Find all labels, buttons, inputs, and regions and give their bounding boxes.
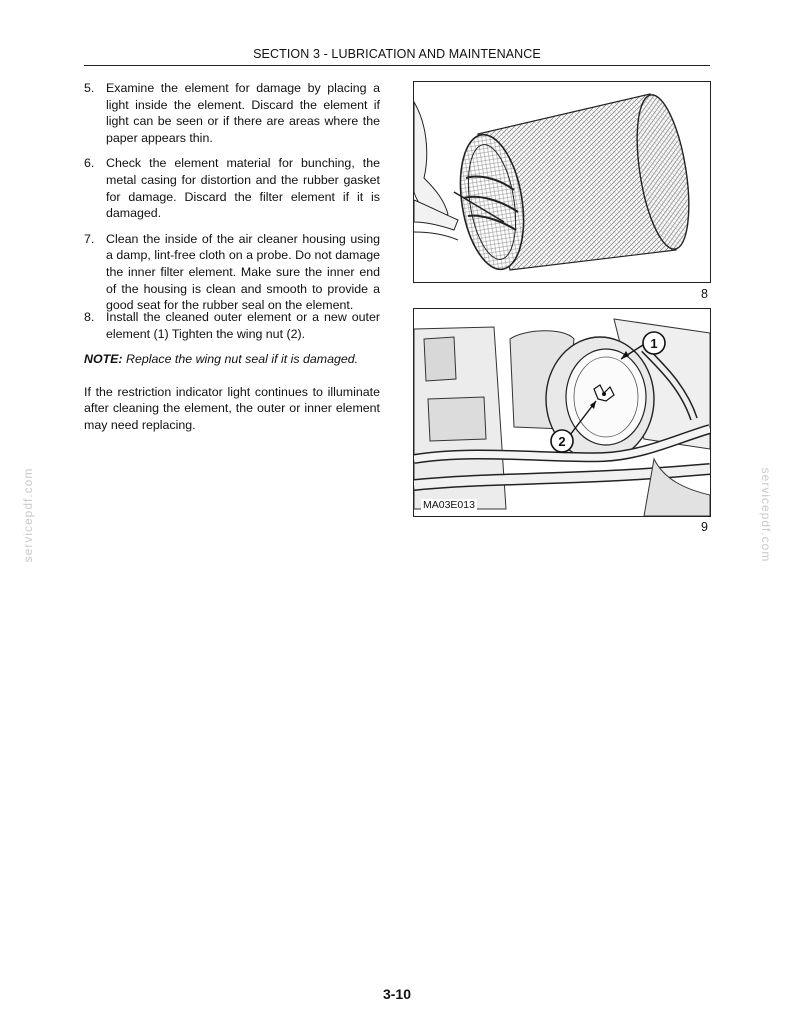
watermark-left: servicepdf.com [21, 467, 35, 563]
note-label: NOTE: [84, 352, 123, 367]
callout-1-label: 1 [650, 336, 658, 351]
note-text: Replace the wing nut seal if it is damaged. [126, 352, 359, 367]
figure-9-number: 9 [701, 520, 708, 534]
step-number: 5. [84, 81, 95, 95]
step-number: 8. [84, 310, 95, 324]
steps-group-b [84, 309, 380, 434]
step-number: 7. [84, 231, 95, 246]
watermark-right: servicepdf.com [759, 467, 773, 563]
step-item [84, 309, 380, 342]
step-text: Examine the element for damage by placing a light inside the element. Discard the element if light can be seen or if there are areas where the paper appears thin. [106, 81, 380, 145]
step-text: Check the element material for bunching, the metal casing for distortion and the rubber gasket for damage. Discard the filter element if it is damaged. [106, 156, 380, 221]
restriction-paragraph: If the restriction indicator light continues to illuminate after cleaning the element, the outer or inner element may need replacing. [84, 384, 380, 432]
page-number: 3-10 [382, 986, 412, 1002]
step-item [84, 80, 380, 146]
steps-group-a [84, 80, 380, 323]
step-item [84, 231, 380, 314]
header-rule [84, 65, 710, 66]
section-header: SECTION 3 - LUBRICATION AND MAINTENANCE [253, 47, 541, 61]
step-item [84, 155, 380, 221]
air-cleaner-housing-illustration [414, 309, 710, 516]
note [84, 351, 380, 368]
figure-8-filter-element [413, 81, 711, 283]
figure-9-installed-element [413, 308, 711, 517]
figure-9-code: MA03E013 [423, 499, 475, 511]
step-text: Install the cleaned outer element or a new outer element (1) Tighten the wing nut (2). [106, 310, 380, 341]
callout-2-label: 2 [558, 434, 566, 449]
step-number: 6. [84, 156, 95, 171]
step-text: Clean the inside of the air cleaner housing using a damp, lint-free cloth on a probe. Do not damage the inner filter element. Make sure the inner end of the housing is clean and smooth to provide a good seat for the rubber seal on the element. [106, 231, 380, 313]
figure-8-number: 8 [701, 287, 708, 301]
filter-element-illustration [414, 82, 710, 282]
